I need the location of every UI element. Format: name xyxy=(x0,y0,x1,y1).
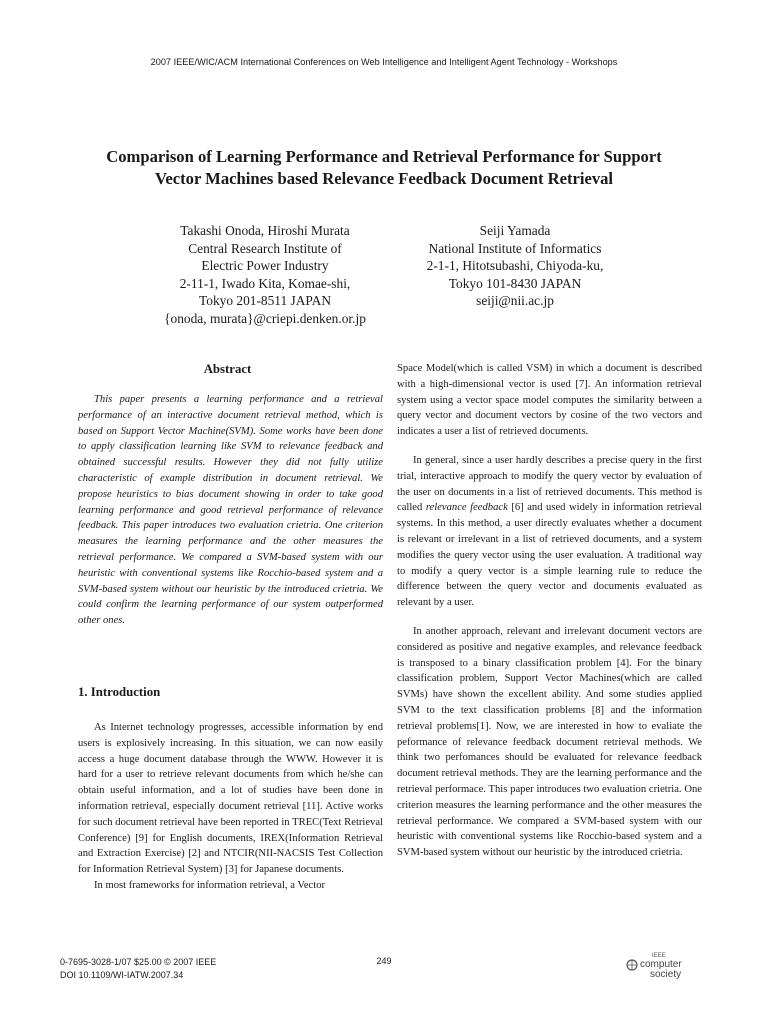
intro-paragraph-1: As Internet technology progresses, accessible information by end users is explosively increasing. In this situation, we can now easily access a huge document database through the WWW. However it is hard for a user to retrieve relevant documents from which he/she can obtain useful information, and a lot of studies have been done in information retrieval, especially document retrieval [11]. Active works for such document retrieval have been reported in TREC(Text Retrieval Conference) [9] for English documents, IREX(Information Retrieval and Extraction Exercise) [2] and NTCIR(NII-NACSIS Test Collection for Information Retrieval System) [3] for Japanese documents. xyxy=(78,722,383,876)
footer-isbn: 0-7695-3028-1/07 $25.00 © 2007 IEEE xyxy=(60,957,217,967)
author-address-line: 2-11-1, Iwado Kita, Komae-shi, xyxy=(179,275,351,291)
introduction-body xyxy=(78,720,383,894)
right-column xyxy=(397,361,702,861)
relevance-feedback-term: relevance feedback xyxy=(425,502,508,514)
title-line-2: Vector Machines based Relevance Feedback Document Retrieval xyxy=(154,169,614,188)
author-address-line: Tokyo 201-8511 JAPAN xyxy=(199,293,331,309)
logo-text-computer: computer xyxy=(640,959,682,970)
footer-copyright xyxy=(60,956,216,982)
abstract-body xyxy=(78,392,383,629)
computer-society-logo-icon xyxy=(624,950,694,980)
ieee-computer-society-logo xyxy=(624,950,694,980)
author-address-line: Tokyo 101-8430 JAPAN xyxy=(448,275,582,291)
logo-text-society: society xyxy=(650,969,682,980)
section-heading-introduction: 1. Introduction xyxy=(78,685,161,699)
author-block-left xyxy=(140,222,390,328)
author-email: {onoda, murata}@criepi.denken.or.jp xyxy=(164,310,366,326)
right-paragraph-1: Space Model(which is called VSM) in which a document is described with a high-dimensional vector is used [7]. An information retrieval system using a vector space model computes the similarity between a query vector and document vectors by cosine of the two vectors and indicates a user a list of retrieved documents. xyxy=(397,363,702,438)
conference-header: 2007 IEEE/WIC/ACM International Conferences on Web Intelligence and Intelligent Agent Technology - Workshops xyxy=(150,57,618,67)
title-line-1: Comparison of Learning Performance and Retrieval Performance for Support xyxy=(106,147,662,166)
right-paragraph-2-text-b: [6] and used widely in information retrieval systems. In this method, a user directly evaluates whether a document is relevant or irrelevant in a list of retrieved documents, and a system modifies the query vector using the user evaluation. A traditional way to modify a query vector is a simple learning rule to reduce the difference between the query vector and documents evaluated as relevant by a user. xyxy=(397,502,702,609)
intro-paragraph-2: In most frameworks for information retrieval, a Vector xyxy=(94,879,326,891)
paper-title xyxy=(40,146,728,190)
author-names: Takashi Onoda, Hiroshi Murata xyxy=(180,223,350,238)
author-names: Seiji Yamada xyxy=(479,223,551,238)
author-affiliation-line: Electric Power Industry xyxy=(201,258,329,274)
abstract-text: This paper presents a learning performance and a retrieval performance of an interactive document retrieval method, which is based on Support Vector Machine(SVM). Some works have been done to apply classification learning like SVM to relevance feedback and obtained successful results. However they did not fully utilize characteristic of example distribution in document retrieval. We propose heuristics to bias document showing in order to take good learning performance and good retrieval performance of relevance feedback. This paper introduces two evaluation crietria. One criterion measures the learning performance and the other measures the retrieval performance. We compared a SVM-based system with our heuristic with conventional systems like Rocchio-based system and a SVM-based system without our heuristic by the introduced crietria. We could confirm the learning performance of our system outperformed other ones. xyxy=(78,394,383,627)
right-paragraph-2 xyxy=(397,453,702,611)
right-paragraph-2-text-a: In general, since a user hardly describes a precise query in the first trial, interactive approach to modify the query vector by evaluation of the user on documents in a list of retrieved documents. This method is called xyxy=(397,454,702,514)
author-block-right xyxy=(400,222,630,310)
author-address-line: 2-1-1, Hitotsubashi, Chiyoda-ku, xyxy=(426,258,604,274)
page-number: 249 xyxy=(376,956,392,966)
author-affiliation-line: National Institute of Informatics xyxy=(428,240,602,256)
abstract-heading: Abstract xyxy=(203,362,252,376)
author-affiliation-line: Central Research Institute of xyxy=(188,240,342,256)
author-email: seiji@nii.ac.jp xyxy=(476,293,554,309)
logo-text-ieee: IEEE xyxy=(652,953,666,959)
right-paragraph-3: In another approach, relevant and irrelevant document vectors are considered as positive and negative examples, and relevance feedback is transposed to a binary classification problem [4]. For the binary classification problem, Support Vector Machines(which are called SVMs) have shown the excellent ability. And some studies applied SVM to the text classification problems [8] and the information retrieval problems[1]. Now, we are interested in how to evaliate the peformance of relevance feedback document retrieval methods. We think two perfomances should be evaluated for relevance feedback document retrieval methods. They are the learning performance and the retrieval performace. This paper introduces two evaluation crietria. One criterion measures the learning performance and the other measures the retrieval performance. We compared a SVM-based system with our heuristic with conventional systems like Rocchio-based system and a SVM-based system without our heuristic by the introduced crietria. xyxy=(397,625,702,859)
footer-doi: DOI 10.1109/WI-IATW.2007.34 xyxy=(60,970,184,981)
